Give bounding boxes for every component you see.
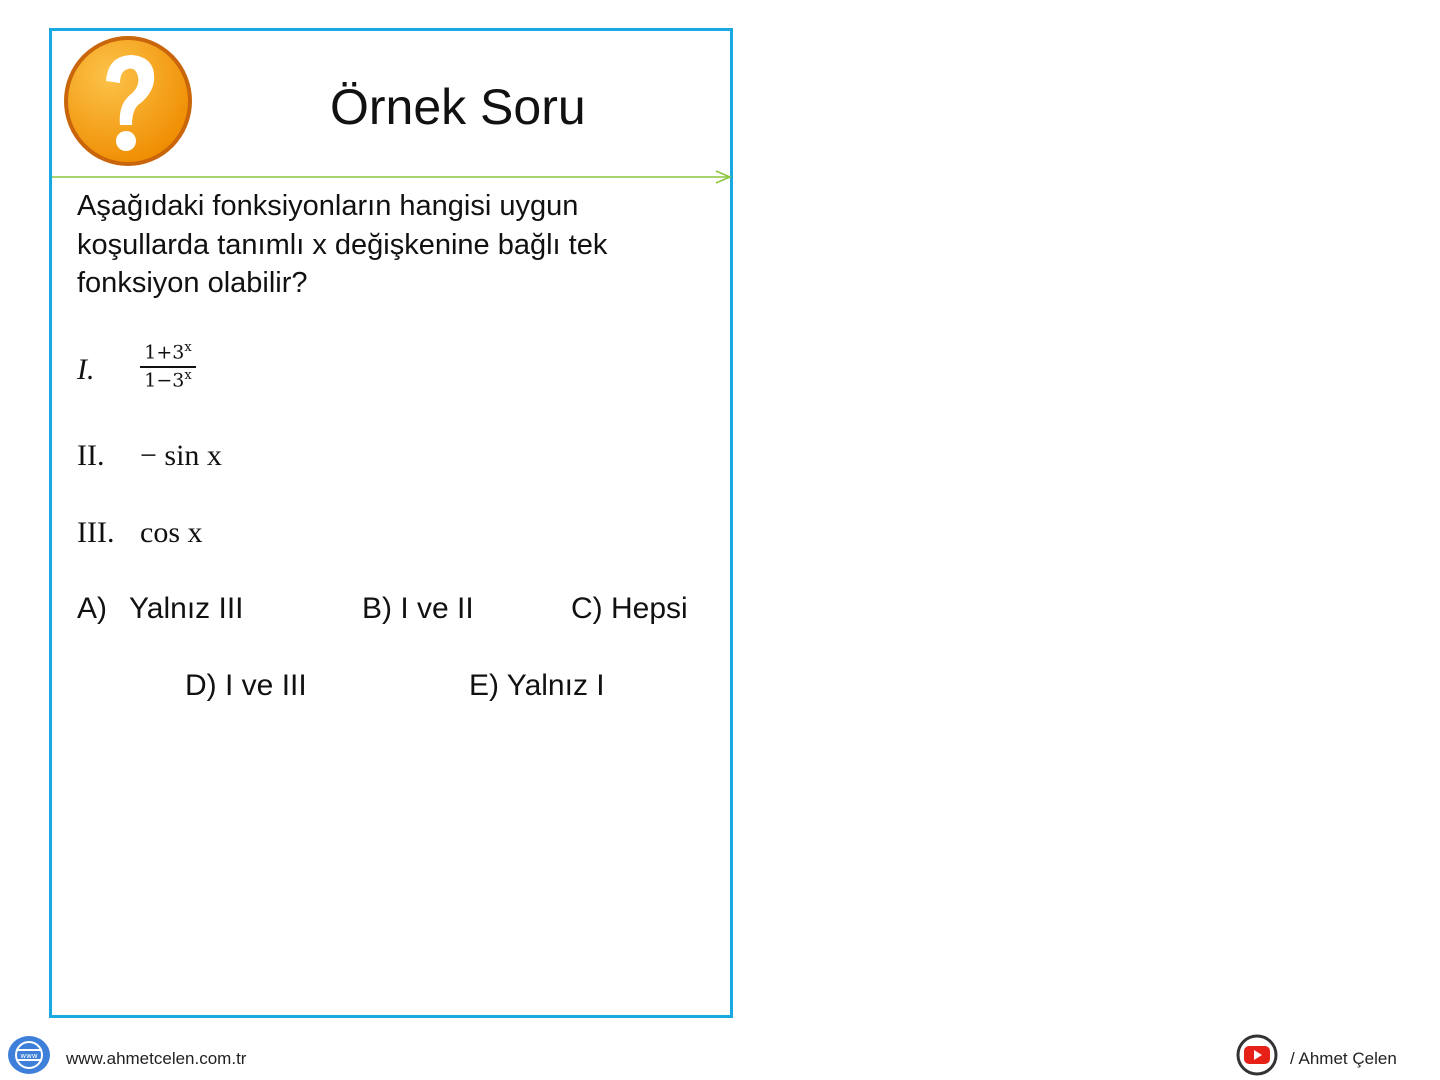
option-text: I ve II [400, 592, 474, 625]
option-text: I ve III [225, 669, 307, 702]
option-c[interactable] [571, 592, 688, 626]
exponent: x [184, 368, 192, 384]
svg-text:www: www [20, 1052, 38, 1060]
statement-3-expr: cos x [140, 516, 203, 549]
question-line: Aşağıdaki fonksiyonların hangisi uygun [77, 190, 579, 222]
youtube-icon [1236, 1033, 1280, 1077]
exponent: x [184, 340, 192, 355]
option-text: Yalnız III [129, 592, 244, 625]
channel-link[interactable]: / Ahmet Çelen [1290, 1049, 1397, 1068]
statement-3-label: III. [77, 516, 115, 549]
statement-2-expr: − sin x [140, 439, 222, 472]
option-text: Yalnız I [506, 669, 605, 702]
question-mark-icon [62, 35, 194, 167]
option-label: D) [185, 669, 217, 702]
option-a[interactable] [77, 592, 244, 626]
statement-1-fraction [140, 340, 196, 392]
question-line: fonksiyon olabilir? [77, 267, 308, 299]
option-label: A) [77, 592, 107, 625]
question-text [77, 187, 697, 303]
numerator: 1+3 [144, 341, 185, 364]
website-link[interactable]: www.ahmetcelen.com.tr [66, 1049, 247, 1068]
globe-icon [7, 1035, 51, 1075]
page-title: Örnek Soru [330, 79, 586, 135]
option-label: C) [571, 592, 603, 625]
option-d[interactable] [185, 669, 307, 703]
statement-2-label: II. [77, 439, 105, 472]
denominator: 1−3 [144, 369, 185, 392]
option-label: B) [362, 592, 392, 625]
option-e[interactable] [469, 669, 605, 703]
question-line: koşullarda tanımlı x değişkenine bağlı tek [77, 228, 608, 261]
option-text: Hepsi [611, 592, 688, 625]
divider-arrow [52, 170, 732, 184]
option-label: E) [469, 669, 499, 702]
statement-1-label: I. [77, 353, 95, 386]
option-b[interactable] [362, 592, 474, 626]
